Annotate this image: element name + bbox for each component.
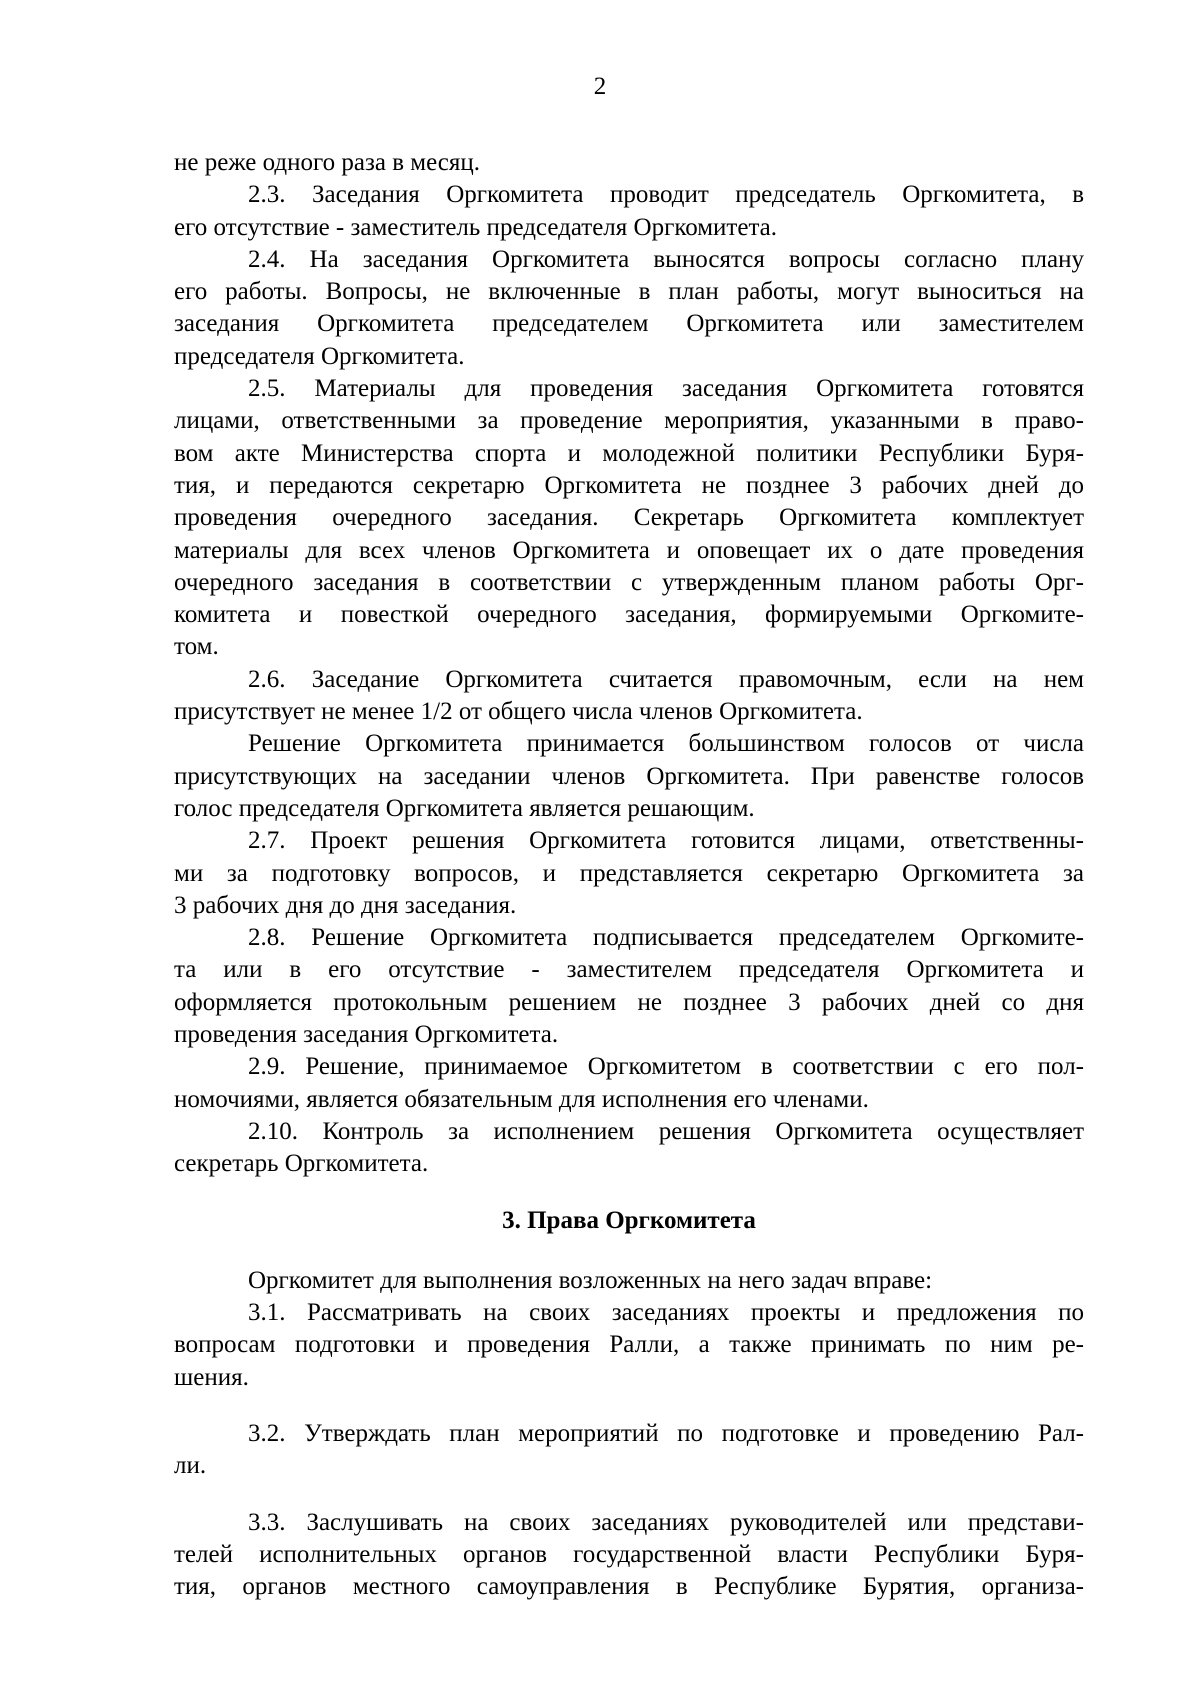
text-line: проведения заседания Оргкомитета. — [174, 1021, 559, 1049]
text-line: Оргкомитет для выполнения возложенных на него задач вправе: — [248, 1266, 933, 1294]
text-line: ли. — [174, 1452, 207, 1480]
text-line: том. — [174, 633, 219, 661]
text-line: не реже одного раза в месяц. — [174, 149, 481, 176]
text-line: шения. — [174, 1363, 249, 1391]
text-line: присутствующих на заседании членов Оргкомитета. При равенстве голосов — [174, 762, 1084, 790]
text-line: голос председателя Оргкомитета является решающим. — [174, 794, 755, 822]
text-line: оформляется протокольным решением не позднее 3 рабочих дней со дня — [174, 988, 1084, 1016]
section-2-text — [174, 147, 1084, 1181]
text-line: номочиями, является обязательным для исполнения его членами. — [174, 1085, 869, 1113]
text-line: та или в его отсутствие - заместителем председателя Оргкомитета и — [174, 956, 1084, 984]
text-line: телей исполнительных органов государственной власти Республики Буря- — [174, 1540, 1084, 1568]
text-line: 2.10. Контроль за исполнением решения Оргкомитета осуществляет — [248, 1117, 1084, 1145]
text-line: его отсутствие - заместитель председателя Оргкомитета. — [174, 213, 778, 241]
text-line: материалы для всех членов Оргкомитета и оповещает их о дате проведения — [174, 536, 1084, 564]
text-line: 2.8. Решение Оргкомитета подписывается председателем Оргкомите- — [248, 924, 1084, 952]
text-line: 2.3. Заседания Оргкомитета проводит председатель Оргкомитета, в — [248, 181, 1084, 209]
text-line: 3 рабочих дня до дня заседания. — [174, 891, 517, 919]
text-line: 2.7. Проект решения Оргкомитета готовится лицами, ответственны- — [248, 827, 1084, 855]
text-line: вопросам подготовки и проведения Ралли, а также принимать по ним ре- — [174, 1331, 1084, 1359]
text-line: 3.2. Утверждать план мероприятий по подготовке и проведению Рал- — [248, 1419, 1084, 1447]
text-line: лицами, ответственными за проведение мероприятия, указанными в право- — [174, 407, 1084, 435]
text-line: 2.4. На заседания Оргкомитета выносятся вопросы согласно плану — [248, 245, 1084, 273]
text-line: секретарь Оргкомитета. — [174, 1150, 429, 1178]
text-line: тия, органов местного самоуправления в Республике Бурятия, организа- — [174, 1573, 1084, 1601]
text-line: комитета и повесткой очередного заседания, формируемыми Оргкомите- — [174, 601, 1084, 629]
text-line: 3.1. Рассматривать на своих заседаниях проекты и предложения по — [248, 1299, 1084, 1327]
text-line: председателя Оргкомитета. — [174, 342, 465, 370]
text-line: 2.9. Решение, принимаемое Оргкомитетом в соответствии с его пол- — [248, 1053, 1084, 1081]
text-line: 3.3. Заслушивать на своих заседаниях руководителей или представи- — [248, 1508, 1084, 1536]
section-3-text — [174, 1265, 1084, 1604]
section-heading: 3. Права Оргкомитета — [502, 1206, 756, 1234]
document-body — [174, 147, 1084, 1603]
text-line: проведения очередного заседания. Секретарь Оргкомитета комплектует — [174, 504, 1084, 532]
text-line: 2.6. Заседание Оргкомитета считается правомочным, если на нем — [248, 665, 1084, 693]
text-line: тия, и передаются секретарю Оргкомитета не позднее 3 рабочих дней до — [174, 471, 1084, 499]
text-line: заседания Оргкомитета председателем Оргкомитета или заместителем — [174, 310, 1084, 338]
text-line: очередного заседания в соответствии с утвержденным планом работы Орг- — [174, 568, 1084, 596]
page-number: 2 — [593, 73, 607, 100]
text-line: ми за подготовку вопросов, и представляется секретарю Оргкомитета за — [174, 859, 1084, 887]
text-line: его работы. Вопросы, не включенные в план работы, могут выноситься на — [174, 278, 1084, 306]
text-line: Решение Оргкомитета принимается большинством голосов от числа — [248, 730, 1084, 758]
text-line: вом акте Министерства спорта и молодежной политики Республики Буря- — [174, 439, 1084, 467]
text-line: присутствует не менее 1/2 от общего числа членов Оргкомитета. — [174, 698, 863, 726]
text-line: 2.5. Материалы для проведения заседания Оргкомитета готовятся — [248, 375, 1084, 403]
